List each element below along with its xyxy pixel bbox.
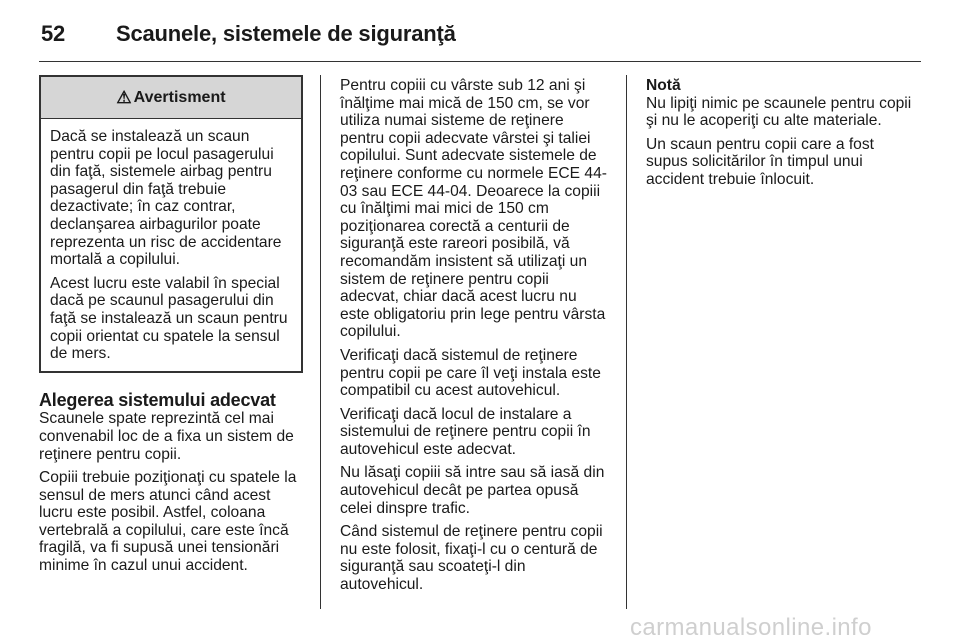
warning-triangle-icon: ⚠: [116, 87, 132, 107]
section-paragraph: Scaunele spate reprezintă cel mai convenabil loc de a fixa un sistem de reţinere pentru copii.: [39, 410, 294, 463]
warning-paragraph: Dacă se instalează un scaun pentru copii pe locul pasagerului din faţă, sistemele airbag pentru pasagerul din faţă trebuie dezactivate; în caz contrar, declanşarea airbagurilor poate reprezenta un risc de accidentare mortală a copilului.: [50, 128, 282, 269]
column-2: [340, 77, 608, 600]
warning-title: Avertisment: [133, 88, 226, 106]
body-paragraph: Când sistemul de reţinere pentru copii nu este folosit, fixaţi-l cu o centură de siguranţă sau scoateţi-l din autovehicul.: [340, 523, 603, 594]
warning-body: [41, 119, 301, 371]
section-title: Alegerea sistemului adecvat: [39, 389, 276, 410]
column-3: [646, 77, 916, 195]
note-paragraph: Un scaun pentru copii care a fost supus solicitărilor în timpul unui accident trebuie înlocuit.: [646, 135, 874, 188]
header-rule: [39, 61, 921, 62]
section-paragraph: Copiii trebuie poziţionaţi cu spatele la sensul de mers atunci când acest lucru este posibil. Astfel, coloana vertebrală a copilului, care este încă fragilă, va fi supusă unei tensionări minime în cazul unui accident.: [39, 469, 297, 575]
page-number: 52: [41, 21, 66, 46]
column-divider-2: [626, 75, 627, 609]
body-paragraph: Verificaţi dacă locul de instalare a sistemului de reţinere pentru copii în autovehicul este adecvat.: [340, 405, 591, 458]
page-title: Scaunele, sistemele de siguranţă: [116, 21, 456, 46]
body-paragraph: Pentru copiii cu vârste sub 12 ani şi înălţime mai mică de 150 cm, se vor utiliza numai sisteme de reţinere pentru copii adecvate vârstei şi taliei copilului. Sunt adecvate sistemele de reţinere conforme cu normele ECE 44-03 sau ECE 44-04. Deoarece la copiii cu înălţimi mai mici de 150 cm poziţionarea corectă a centurii de siguranţă este rareori posibilă, vă recomandăm insistent să utilizaţi un sistem de reţinere pentru copii adecvat, chiar dacă acest lucru nu este obligatoriu prin lege pentru vârsta copilului.: [340, 77, 607, 341]
warning-header: [41, 77, 301, 119]
column-divider-1: [320, 75, 321, 609]
note-title: Notă: [646, 77, 681, 94]
body-paragraph: Verificaţi dacă sistemul de reţinere pentru copii pe care îl veţi instala este compatibil cu acest autovehicul.: [340, 346, 601, 400]
watermark: carmanualsonline.info: [630, 614, 872, 641]
column-1: [39, 75, 303, 581]
body-paragraph: Nu lăsaţi copiii să intre sau să iasă din autovehicul decât pe partea opusă celei dinspre trafic.: [340, 464, 605, 517]
note-paragraph: Nu lipiţi nimic pe scaunele pentru copii şi nu le acoperiţi cu alte materiale.: [646, 94, 912, 130]
warning-box: [39, 75, 303, 373]
page-header: [41, 14, 456, 54]
warning-paragraph: Acest lucru este valabil în special dacă pe scaunul pasagerului din faţă se instalează un scaun pentru copii orientat cu spatele la sensul de mers.: [50, 274, 288, 363]
